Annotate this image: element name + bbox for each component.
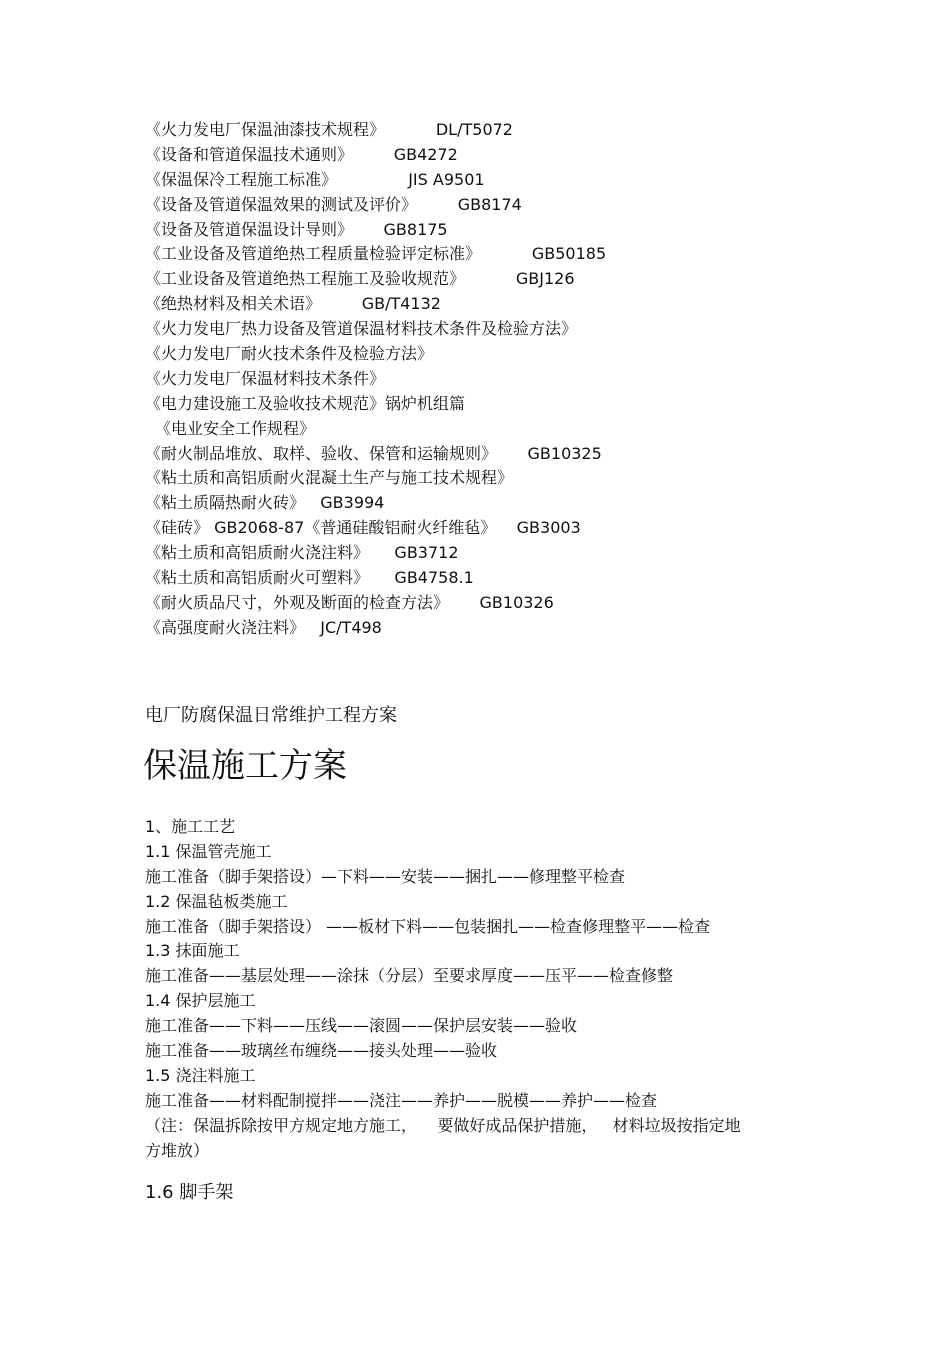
subsection-heading: 1.1 保温管壳施工 [145,841,272,861]
subsection-heading: 1.5 浇注料施工 [145,1065,256,1085]
reference-item: 《电力建设施工及验收技术规范》锅炉机组篇 [145,393,466,413]
reference-item: 《火力发电厂保温油漆技术规程》 DL/T5072 [145,120,513,139]
reference-item: 《耐火制品堆放、取样、验收、保管和运输规则》 GB10325 [145,443,602,463]
process-text: 施工准备（脚手架搭设）—下料——安装——捆扎——修理整平检查 [145,866,626,886]
section-heading: 1、施工工艺 [145,817,236,836]
reference-standards-list [145,118,905,641]
subsection-heading-scaffold: 1.6 脚手架 [145,1182,234,1203]
reference-item: 《粘土质隔热耐火砖》 GB3994 [145,493,385,513]
process-text: 施工准备——材料配制搅拌——浇注——养护——脱模——养护——检查 [145,1090,658,1110]
reference-item: 《火力发电厂耐火技术条件及检验方法》 [145,344,434,364]
reference-item: 《电业安全工作规程》 [155,418,316,438]
reference-item: 《粘土质和高铝质耐火可塑料》 GB4758.1 [145,568,474,588]
reference-item: 《工业设备及管道绝热工程质量检验评定标准》 GB50185 [145,244,607,264]
reference-item: 《耐火质品尺寸，外观及断面的检查方法》 GB10326 [145,592,554,612]
subsection-heading: 1.2 保温毡板类施工 [145,891,288,911]
reference-item: 《火力发电厂热力设备及管道保温材料技术条件及检验方法》 [145,319,578,339]
reference-item: 《火力发电厂保温材料技术条件》 [145,368,386,388]
document-subtitle: 电厂防腐保温日常维护工程方案 [145,705,397,726]
process-text: 施工准备——基层处理——涂抹（分层）至要求厚度——压平——检查修整 [145,966,674,986]
construction-process-section [145,815,825,1163]
reference-item: 《粘土质和高铝质耐火浇注料》 GB3712 [145,543,459,563]
subsection-heading: 1.4 保护层施工 [145,991,256,1011]
process-text: 施工准备——下料——压线——滚圆——保护层安装——验收 [145,1016,578,1036]
reference-item: 《高强度耐火浇注料》 JC/T498 [145,617,382,637]
reference-item: 《保温保冷工程施工标准》 JIS A9501 [145,169,485,189]
reference-item: 《绝热材料及相关术语》 GB/T4132 [145,294,441,314]
process-text: 施工准备（脚手架搭设） ——板材下料——包装捆扎——检查修理整平——检查 [145,916,711,936]
reference-item: 《设备和管道保温技术通则》 GB4272 [145,144,458,164]
process-text: 施工准备——玻璃丝布缠绕——接头处理——验收 [145,1041,498,1061]
document-title: 保温施工方案 [143,746,347,786]
subsection-heading: 1.3 抹面施工 [145,941,240,961]
reference-item: 《设备及管道保温设计导则》 GB8175 [145,219,448,239]
reference-item: 《工业设备及管道绝热工程施工及验收规范》 GBJ126 [145,269,575,289]
reference-item: 《粘土质和高铝质耐火混凝土生产与施工技术规程》 [145,468,514,488]
reference-item: 《硅砖》 GB2068-87《普通硅酸铝耐火纤维毡》 GB3003 [145,518,581,538]
reference-item: 《设备及管道保温效果的测试及评价》 GB8174 [145,194,522,214]
note-text: 方堆放） [145,1140,210,1160]
note-text: （注：保温拆除按甲方规定地方施工， 要做好成品保护措施， 材料垃圾按指定地 [145,1115,741,1135]
